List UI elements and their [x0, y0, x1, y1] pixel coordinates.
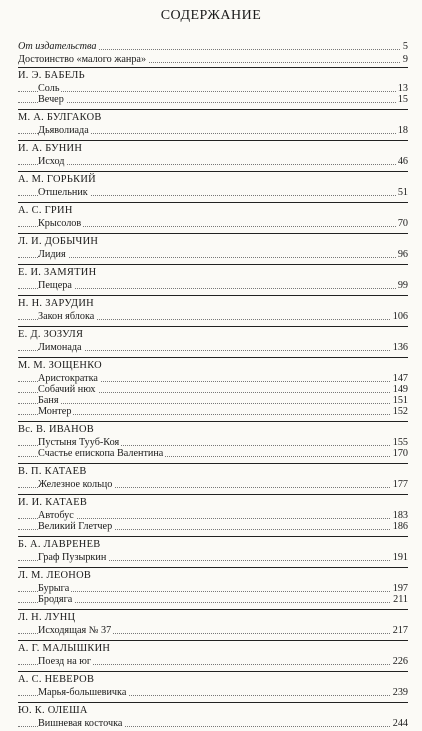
work-page-number: 177 — [392, 479, 408, 490]
work-page-number: 183 — [392, 510, 408, 521]
work-title: Автобус — [38, 510, 74, 521]
author-heading: Л. И. ДОБЫЧИН — [18, 233, 408, 249]
author-heading: И. А. БУНИН — [18, 140, 408, 156]
work-title: Крысолов — [38, 218, 82, 229]
work-page-number: 96 — [397, 249, 408, 260]
work-page-number: 226 — [392, 656, 408, 667]
leader-dots — [18, 602, 408, 603]
section-gap — [18, 459, 408, 461]
intro-entry — [18, 54, 408, 65]
author-heading: И. И. КАТАЕВ — [18, 494, 408, 510]
work-entry — [18, 342, 408, 353]
work-entry — [18, 625, 408, 636]
work-title: Великий Глетчер — [38, 521, 113, 532]
work-entry — [18, 583, 408, 594]
author-heading: Л. Н. ЛУНЦ — [18, 609, 408, 625]
work-title: Вечер — [38, 94, 64, 105]
work-page-number: 51 — [397, 187, 408, 198]
author-heading: И. Э. БАБЕЛЬ — [18, 67, 408, 83]
work-title: Отшельник — [38, 187, 88, 198]
work-page-number: 191 — [392, 552, 408, 563]
work-title: Пещера — [38, 280, 72, 291]
work-title: Лидия — [38, 249, 66, 260]
work-entry — [18, 311, 408, 322]
author-heading: М. М. ЗОЩЕНКО — [18, 357, 408, 373]
work-entry — [18, 187, 408, 198]
work-title: Соль — [38, 83, 60, 94]
work-entry — [18, 94, 408, 105]
work-page-number: 151 — [392, 395, 408, 406]
work-title: Бурыга — [38, 583, 70, 594]
work-entry — [18, 552, 408, 563]
work-entry — [18, 594, 408, 605]
author-heading: Е. И. ЗАМЯТИН — [18, 264, 408, 280]
work-page-number: 149 — [392, 384, 408, 395]
leader-dots — [18, 102, 408, 103]
work-title: Железное кольцо — [38, 479, 113, 490]
section-gap — [18, 198, 408, 200]
author-heading: В. П. КАТАЕВ — [18, 463, 408, 479]
intro-page-number: 9 — [402, 54, 408, 65]
section-gap — [18, 353, 408, 355]
work-entry — [18, 656, 408, 667]
page-title: СОДЕРЖАНИЕ — [160, 8, 262, 23]
work-entry — [18, 510, 408, 521]
section-gap — [18, 636, 408, 638]
author-heading: Вс. В. ИВАНОВ — [18, 421, 408, 437]
work-title: Монтер — [38, 406, 72, 417]
work-page-number: 18 — [397, 125, 408, 136]
work-page-number: 70 — [397, 218, 408, 229]
work-entry — [18, 125, 408, 136]
section-gap — [18, 563, 408, 565]
work-entry — [18, 218, 408, 229]
leader-dots — [18, 591, 408, 592]
author-heading: А. С. ГРИН — [18, 202, 408, 218]
work-page-number: 239 — [392, 687, 408, 698]
work-title: Вишневая косточка — [38, 718, 123, 729]
author-heading: А. С. НЕВЕРОВ — [18, 671, 408, 687]
work-title: Поезд на юг — [38, 656, 92, 667]
work-title: Бродяга — [38, 594, 73, 605]
section-gap — [18, 490, 408, 492]
work-page-number: 147 — [392, 373, 408, 384]
intro-title: От издательства — [18, 41, 97, 52]
work-entry — [18, 437, 408, 448]
work-title: Исход — [38, 156, 65, 167]
work-page-number: 13 — [397, 83, 408, 94]
section-gap — [18, 167, 408, 169]
work-page-number: 155 — [392, 437, 408, 448]
work-page-number: 197 — [392, 583, 408, 594]
work-page-number: 211 — [393, 594, 408, 605]
work-title: Исходящая № 37 — [38, 625, 112, 636]
table-of-contents — [18, 41, 408, 731]
section-gap — [18, 322, 408, 324]
work-page-number: 15 — [397, 94, 408, 105]
author-heading: А. М. ГОРЬКИЙ — [18, 171, 408, 187]
section-gap — [18, 229, 408, 231]
leader-dots — [18, 257, 408, 258]
work-title: Аристократка — [38, 373, 98, 384]
work-page-number: 170 — [392, 448, 408, 459]
author-heading: Л. М. ЛЕОНОВ — [18, 567, 408, 583]
work-entry — [18, 687, 408, 698]
work-page-number: 136 — [392, 342, 408, 353]
work-entry — [18, 395, 408, 406]
work-title: Марья-большевичка — [38, 687, 127, 698]
work-entry — [18, 521, 408, 532]
leader-dots — [18, 414, 408, 415]
section-gap — [18, 417, 408, 419]
section-gap — [18, 667, 408, 669]
work-page-number: 99 — [397, 280, 408, 291]
leader-dots — [18, 518, 408, 519]
author-heading: Н. Н. ЗАРУДИН — [18, 295, 408, 311]
author-heading: Б. А. ЛАВРЕНЕВ — [18, 536, 408, 552]
intro-page-number: 5 — [402, 41, 408, 52]
work-entry — [18, 448, 408, 459]
author-heading: А. Г. МАЛЫШКИН — [18, 640, 408, 656]
work-entry — [18, 156, 408, 167]
work-title: Счастье епископа Валентина — [38, 448, 164, 459]
section-gap — [18, 605, 408, 607]
section-gap — [18, 532, 408, 534]
work-page-number: 152 — [392, 406, 408, 417]
work-title: Лимонада — [38, 342, 82, 353]
work-page-number: 106 — [392, 311, 408, 322]
work-title: Дьяволиада — [38, 125, 89, 136]
leader-dots — [18, 288, 408, 289]
work-page-number: 244 — [392, 718, 408, 729]
work-page-number: 186 — [392, 521, 408, 532]
author-heading: Е. Д. ЗОЗУЛЯ — [18, 326, 408, 342]
work-title: Баня — [38, 395, 59, 406]
work-entry — [18, 280, 408, 291]
work-title: Граф Пузыркин — [38, 552, 107, 563]
leader-dots — [18, 91, 408, 92]
section-gap — [18, 291, 408, 293]
leader-dots — [18, 164, 408, 165]
work-entry — [18, 406, 408, 417]
work-entry — [18, 479, 408, 490]
work-title: Закон яблока — [38, 311, 95, 322]
work-entry — [18, 718, 408, 729]
intro-title: Достоинство «малого жанра» — [18, 54, 147, 65]
intro-entry — [18, 41, 408, 52]
work-entry — [18, 249, 408, 260]
work-entry — [18, 373, 408, 384]
author-heading: М. А. БУЛГАКОВ — [18, 109, 408, 125]
section-gap — [18, 260, 408, 262]
author-heading: Ю. К. ОЛЕША — [18, 702, 408, 718]
work-page-number: 46 — [397, 156, 408, 167]
section-gap — [18, 136, 408, 138]
section-gap — [18, 105, 408, 107]
work-page-number: 217 — [392, 625, 408, 636]
work-entry — [18, 384, 408, 395]
leader-dots — [18, 403, 408, 404]
work-entry — [18, 83, 408, 94]
work-title: Пустыня Тууб-Коя — [38, 437, 120, 448]
work-title: Собачий нюх — [38, 384, 96, 395]
